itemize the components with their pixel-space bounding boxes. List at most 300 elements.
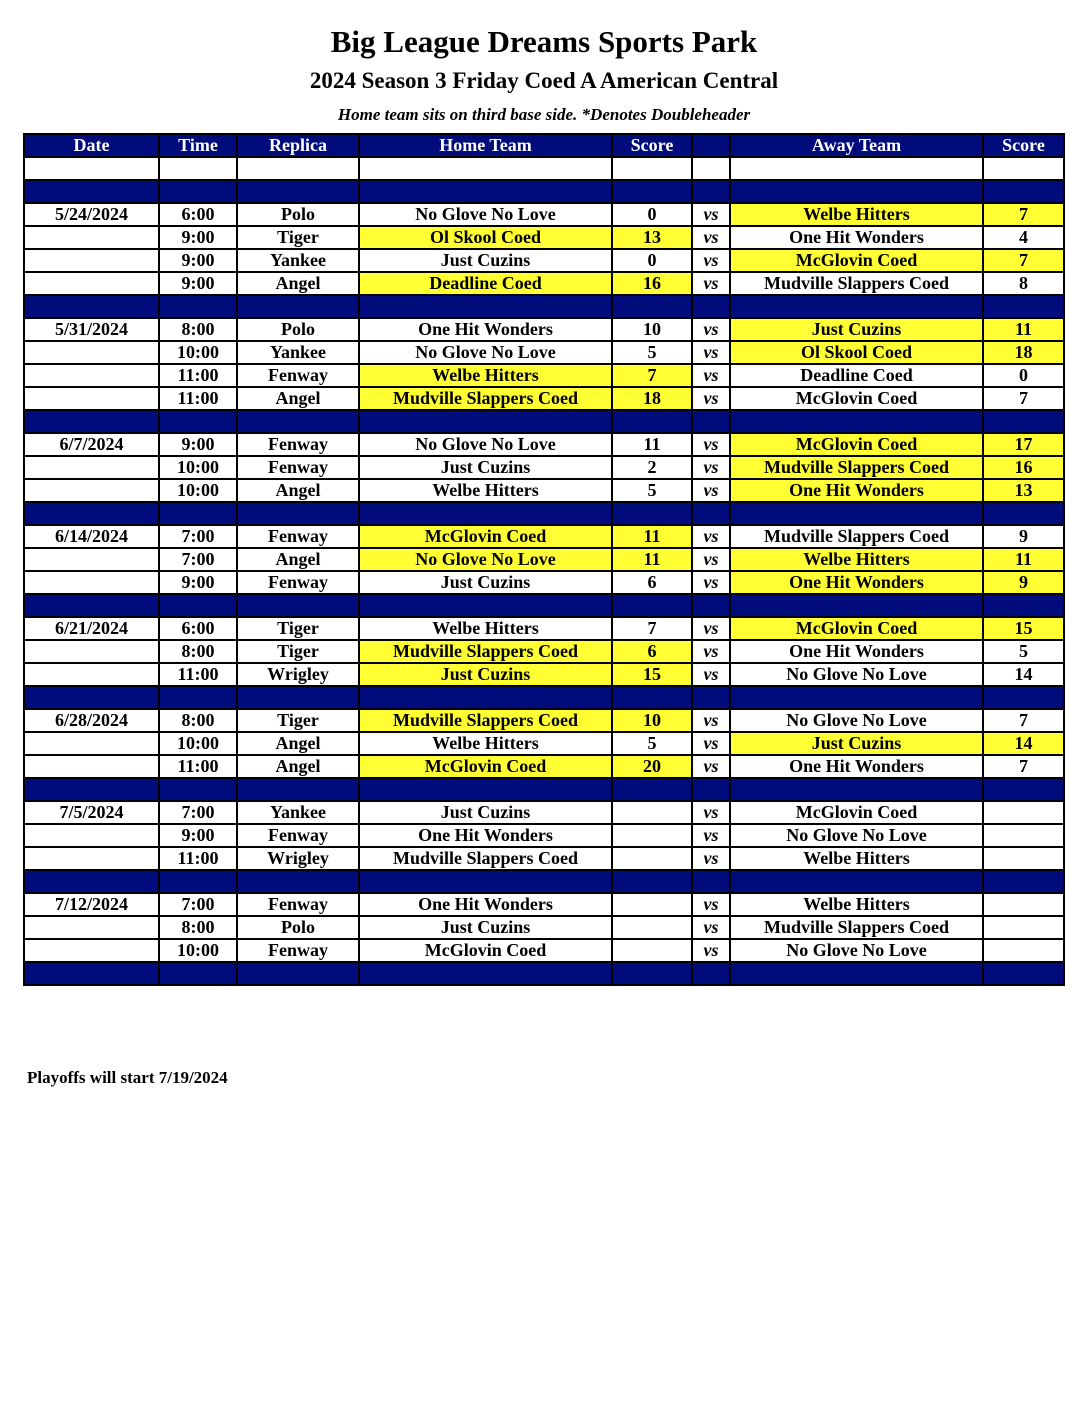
replica-cell: Fenway: [237, 364, 359, 387]
replica-cell: Angel: [237, 272, 359, 295]
away-score-cell: [983, 847, 1064, 870]
vs-cell: vs: [692, 571, 730, 594]
replica-cell: Tiger: [237, 640, 359, 663]
table-row: [24, 824, 1064, 847]
vs-cell: vs: [692, 548, 730, 571]
table-row: [24, 456, 1064, 479]
time-cell: 7:00: [159, 893, 237, 916]
home-score-cell: [612, 594, 692, 617]
vs-cell: vs: [692, 939, 730, 962]
away-team-cell: [730, 962, 983, 985]
vs-cell: vs: [692, 364, 730, 387]
home-score-cell: [612, 824, 692, 847]
home-team-cell: No Glove No Love: [359, 433, 612, 456]
replica-cell: Fenway: [237, 939, 359, 962]
date-cell: [24, 778, 159, 801]
time-cell: [159, 962, 237, 985]
away-score-cell: [983, 502, 1064, 525]
date-cell: 6/28/2024: [24, 709, 159, 732]
time-cell: 11:00: [159, 364, 237, 387]
vs-cell: vs: [692, 341, 730, 364]
time-cell: 11:00: [159, 755, 237, 778]
date-cell: 5/31/2024: [24, 318, 159, 341]
date-cell: [24, 502, 159, 525]
vs-cell: vs: [692, 640, 730, 663]
away-team-cell: One Hit Wonders: [730, 226, 983, 249]
away-team-cell: McGlovin Coed: [730, 387, 983, 410]
vs-cell: [692, 295, 730, 318]
table-row: [24, 548, 1064, 571]
away-score-cell: 7: [983, 709, 1064, 732]
away-score-cell: 8: [983, 272, 1064, 295]
home-score-cell: [612, 893, 692, 916]
home-team-cell: McGlovin Coed: [359, 755, 612, 778]
table-row: [24, 249, 1064, 272]
time-cell: 10:00: [159, 732, 237, 755]
vs-cell: vs: [692, 433, 730, 456]
away-team-cell: One Hit Wonders: [730, 479, 983, 502]
away-score-cell: 11: [983, 548, 1064, 571]
date-cell: [24, 824, 159, 847]
date-cell: [24, 479, 159, 502]
home-score-cell: 5: [612, 732, 692, 755]
time-cell: [159, 778, 237, 801]
time-cell: 9:00: [159, 824, 237, 847]
away-score-cell: 7: [983, 755, 1064, 778]
home-team-cell: No Glove No Love: [359, 548, 612, 571]
replica-cell: Polo: [237, 203, 359, 226]
page-title: Big League Dreams Sports Park: [330, 24, 758, 59]
playoffs-note: Playoffs will start 7/19/2024: [27, 1068, 228, 1087]
replica-cell: Yankee: [237, 341, 359, 364]
replica-cell: Tiger: [237, 617, 359, 640]
away-score-cell: [983, 870, 1064, 893]
away-team-cell: [730, 594, 983, 617]
separator-row: [24, 686, 1064, 709]
away-team-cell: [730, 157, 983, 180]
date-cell: [24, 456, 159, 479]
replica-cell: Tiger: [237, 226, 359, 249]
table-row: [24, 893, 1064, 916]
away-team-cell: Mudville Slappers Coed: [730, 456, 983, 479]
home-score-cell: 5: [612, 479, 692, 502]
away-score-cell: 14: [983, 663, 1064, 686]
replica-cell: Fenway: [237, 893, 359, 916]
time-cell: 6:00: [159, 617, 237, 640]
replica-cell: Polo: [237, 916, 359, 939]
vs-cell: vs: [692, 318, 730, 341]
date-cell: [24, 341, 159, 364]
home-team-cell: Mudville Slappers Coed: [359, 847, 612, 870]
separator-row: [24, 410, 1064, 433]
date-cell: [24, 387, 159, 410]
table-row: [24, 732, 1064, 755]
home-team-cell: [359, 870, 612, 893]
replica-cell: Fenway: [237, 456, 359, 479]
home-team-cell: McGlovin Coed: [359, 525, 612, 548]
vs-cell: [692, 157, 730, 180]
replica-cell: [237, 594, 359, 617]
away-team-cell: Welbe Hitters: [730, 847, 983, 870]
col-replica: Replica: [237, 134, 359, 157]
home-team-cell: Just Cuzins: [359, 916, 612, 939]
away-score-cell: 16: [983, 456, 1064, 479]
home-team-cell: Welbe Hitters: [359, 364, 612, 387]
date-cell: [24, 916, 159, 939]
away-team-cell: One Hit Wonders: [730, 640, 983, 663]
time-cell: 11:00: [159, 847, 237, 870]
home-team-cell: Deadline Coed: [359, 272, 612, 295]
away-team-cell: Ol Skool Coed: [730, 341, 983, 364]
table-row: [24, 433, 1064, 456]
home-score-cell: 20: [612, 755, 692, 778]
time-cell: 9:00: [159, 272, 237, 295]
separator-row: [24, 594, 1064, 617]
home-team-cell: Mudville Slappers Coed: [359, 709, 612, 732]
away-team-cell: Just Cuzins: [730, 732, 983, 755]
date-cell: [24, 571, 159, 594]
home-team-cell: [359, 594, 612, 617]
date-cell: 6/21/2024: [24, 617, 159, 640]
date-cell: [24, 962, 159, 985]
time-cell: 9:00: [159, 571, 237, 594]
time-cell: 8:00: [159, 709, 237, 732]
away-score-cell: [983, 778, 1064, 801]
replica-cell: Tiger: [237, 709, 359, 732]
table-row: [24, 916, 1064, 939]
blank-row: [24, 157, 1064, 180]
time-cell: 9:00: [159, 226, 237, 249]
away-team-cell: [730, 870, 983, 893]
schedule-body: [24, 157, 1064, 985]
away-score-cell: [983, 410, 1064, 433]
vs-cell: vs: [692, 893, 730, 916]
away-score-cell: [983, 295, 1064, 318]
away-score-cell: [983, 686, 1064, 709]
away-team-cell: Deadline Coed: [730, 364, 983, 387]
col-date: Date: [24, 134, 159, 157]
away-score-cell: 0: [983, 364, 1064, 387]
page-note: Home team sits on third base side. *Denotes Doubleheader: [337, 105, 751, 124]
time-cell: 11:00: [159, 663, 237, 686]
date-cell: [24, 732, 159, 755]
away-team-cell: [730, 778, 983, 801]
date-cell: [24, 640, 159, 663]
table-row: [24, 272, 1064, 295]
replica-cell: Yankee: [237, 801, 359, 824]
home-score-cell: 7: [612, 364, 692, 387]
date-cell: [24, 594, 159, 617]
home-team-cell: One Hit Wonders: [359, 318, 612, 341]
vs-cell: vs: [692, 617, 730, 640]
away-team-cell: No Glove No Love: [730, 824, 983, 847]
away-score-cell: 11: [983, 318, 1064, 341]
table-row: [24, 640, 1064, 663]
home-team-cell: Just Cuzins: [359, 571, 612, 594]
time-cell: 10:00: [159, 939, 237, 962]
time-cell: 8:00: [159, 318, 237, 341]
time-cell: [159, 410, 237, 433]
home-score-cell: [612, 295, 692, 318]
home-score-cell: [612, 847, 692, 870]
separator-row: [24, 778, 1064, 801]
replica-cell: [237, 962, 359, 985]
away-team-cell: No Glove No Love: [730, 709, 983, 732]
home-score-cell: 5: [612, 341, 692, 364]
time-cell: 8:00: [159, 916, 237, 939]
date-cell: [24, 249, 159, 272]
replica-cell: [237, 410, 359, 433]
away-score-cell: [983, 824, 1064, 847]
replica-cell: Fenway: [237, 571, 359, 594]
date-cell: 6/14/2024: [24, 525, 159, 548]
home-score-cell: 15: [612, 663, 692, 686]
away-score-cell: 9: [983, 525, 1064, 548]
home-team-cell: [359, 686, 612, 709]
time-cell: [159, 870, 237, 893]
table-row: [24, 755, 1064, 778]
home-score-cell: 16: [612, 272, 692, 295]
date-cell: [24, 226, 159, 249]
home-team-cell: Just Cuzins: [359, 663, 612, 686]
away-score-cell: [983, 801, 1064, 824]
home-score-cell: [612, 916, 692, 939]
away-team-cell: [730, 686, 983, 709]
time-cell: 9:00: [159, 249, 237, 272]
vs-cell: vs: [692, 755, 730, 778]
away-team-cell: Just Cuzins: [730, 318, 983, 341]
away-team-cell: McGlovin Coed: [730, 801, 983, 824]
date-cell: [24, 755, 159, 778]
home-team-cell: McGlovin Coed: [359, 939, 612, 962]
away-score-cell: [983, 157, 1064, 180]
home-score-cell: 7: [612, 617, 692, 640]
vs-cell: vs: [692, 525, 730, 548]
date-cell: 7/5/2024: [24, 801, 159, 824]
away-score-cell: [983, 893, 1064, 916]
table-row: [24, 364, 1064, 387]
date-cell: [24, 939, 159, 962]
replica-cell: Fenway: [237, 433, 359, 456]
date-cell: [24, 180, 159, 203]
home-team-cell: Just Cuzins: [359, 801, 612, 824]
vs-cell: vs: [692, 916, 730, 939]
table-row: [24, 226, 1064, 249]
away-score-cell: 17: [983, 433, 1064, 456]
home-score-cell: 11: [612, 525, 692, 548]
away-team-cell: No Glove No Love: [730, 939, 983, 962]
home-score-cell: 10: [612, 318, 692, 341]
vs-cell: vs: [692, 663, 730, 686]
home-team-cell: [359, 157, 612, 180]
vs-cell: [692, 962, 730, 985]
time-cell: [159, 157, 237, 180]
away-score-cell: 14: [983, 732, 1064, 755]
away-team-cell: [730, 295, 983, 318]
vs-cell: vs: [692, 801, 730, 824]
away-score-cell: [983, 939, 1064, 962]
away-team-cell: Welbe Hitters: [730, 893, 983, 916]
time-cell: 7:00: [159, 548, 237, 571]
time-cell: 7:00: [159, 801, 237, 824]
replica-cell: Angel: [237, 732, 359, 755]
away-team-cell: [730, 502, 983, 525]
time-cell: 6:00: [159, 203, 237, 226]
date-cell: [24, 295, 159, 318]
home-team-cell: [359, 295, 612, 318]
home-score-cell: [612, 410, 692, 433]
col-home-score: Score: [612, 134, 692, 157]
away-score-cell: 18: [983, 341, 1064, 364]
page-subtitle: 2024 Season 3 Friday Coed A American Central: [309, 68, 779, 93]
vs-cell: vs: [692, 709, 730, 732]
replica-cell: [237, 686, 359, 709]
col-away-score: Score: [983, 134, 1064, 157]
home-score-cell: 0: [612, 203, 692, 226]
home-team-cell: Just Cuzins: [359, 249, 612, 272]
away-team-cell: One Hit Wonders: [730, 755, 983, 778]
col-vs: [692, 134, 730, 157]
date-cell: [24, 272, 159, 295]
home-score-cell: [612, 157, 692, 180]
table-row: [24, 318, 1064, 341]
home-score-cell: 13: [612, 226, 692, 249]
col-home-team: Home Team: [359, 134, 612, 157]
replica-cell: [237, 180, 359, 203]
home-score-cell: [612, 801, 692, 824]
table-row: [24, 387, 1064, 410]
away-team-cell: Mudville Slappers Coed: [730, 525, 983, 548]
replica-cell: Wrigley: [237, 663, 359, 686]
away-score-cell: 9: [983, 571, 1064, 594]
time-cell: 10:00: [159, 479, 237, 502]
home-score-cell: [612, 939, 692, 962]
home-score-cell: [612, 778, 692, 801]
home-score-cell: 10: [612, 709, 692, 732]
date-cell: [24, 686, 159, 709]
replica-cell: [237, 870, 359, 893]
time-cell: 8:00: [159, 640, 237, 663]
vs-cell: [692, 594, 730, 617]
vs-cell: [692, 410, 730, 433]
date-cell: 7/12/2024: [24, 893, 159, 916]
table-row: [24, 847, 1064, 870]
home-team-cell: One Hit Wonders: [359, 824, 612, 847]
date-cell: 6/7/2024: [24, 433, 159, 456]
home-score-cell: [612, 962, 692, 985]
vs-cell: [692, 778, 730, 801]
date-cell: [24, 548, 159, 571]
date-cell: [24, 870, 159, 893]
home-score-cell: [612, 180, 692, 203]
vs-cell: vs: [692, 387, 730, 410]
away-team-cell: Mudville Slappers Coed: [730, 916, 983, 939]
home-score-cell: 0: [612, 249, 692, 272]
away-score-cell: 4: [983, 226, 1064, 249]
away-team-cell: Welbe Hitters: [730, 548, 983, 571]
separator-row: [24, 295, 1064, 318]
away-score-cell: 7: [983, 249, 1064, 272]
away-score-cell: 7: [983, 387, 1064, 410]
replica-cell: [237, 502, 359, 525]
home-score-cell: 18: [612, 387, 692, 410]
home-score-cell: 11: [612, 548, 692, 571]
vs-cell: vs: [692, 847, 730, 870]
home-team-cell: Just Cuzins: [359, 456, 612, 479]
home-team-cell: Welbe Hitters: [359, 732, 612, 755]
table-row: [24, 939, 1064, 962]
away-team-cell: No Glove No Love: [730, 663, 983, 686]
vs-cell: vs: [692, 272, 730, 295]
home-team-cell: [359, 502, 612, 525]
time-cell: 10:00: [159, 341, 237, 364]
replica-cell: Angel: [237, 387, 359, 410]
time-cell: 10:00: [159, 456, 237, 479]
col-time: Time: [159, 134, 237, 157]
time-cell: [159, 502, 237, 525]
table-row: [24, 617, 1064, 640]
header-row: [24, 134, 1064, 157]
vs-cell: [692, 686, 730, 709]
table-row: [24, 341, 1064, 364]
date-cell: 5/24/2024: [24, 203, 159, 226]
table-row: [24, 663, 1064, 686]
time-cell: [159, 295, 237, 318]
replica-cell: [237, 157, 359, 180]
table-row: [24, 571, 1064, 594]
home-team-cell: No Glove No Love: [359, 203, 612, 226]
replica-cell: [237, 295, 359, 318]
away-score-cell: 5: [983, 640, 1064, 663]
time-cell: [159, 594, 237, 617]
time-cell: 9:00: [159, 433, 237, 456]
separator-row: [24, 502, 1064, 525]
replica-cell: Angel: [237, 548, 359, 571]
away-score-cell: 13: [983, 479, 1064, 502]
vs-cell: vs: [692, 203, 730, 226]
away-score-cell: 7: [983, 203, 1064, 226]
away-team-cell: [730, 180, 983, 203]
replica-cell: Angel: [237, 479, 359, 502]
home-team-cell: [359, 410, 612, 433]
away-team-cell: McGlovin Coed: [730, 433, 983, 456]
date-cell: [24, 663, 159, 686]
away-team-cell: Mudville Slappers Coed: [730, 272, 983, 295]
separator-row: [24, 962, 1064, 985]
vs-cell: [692, 502, 730, 525]
table-row: [24, 525, 1064, 548]
date-cell: [24, 847, 159, 870]
vs-cell: vs: [692, 249, 730, 272]
time-cell: [159, 180, 237, 203]
home-score-cell: 2: [612, 456, 692, 479]
replica-cell: Fenway: [237, 824, 359, 847]
home-score-cell: 6: [612, 640, 692, 663]
home-team-cell: Welbe Hitters: [359, 479, 612, 502]
date-cell: [24, 364, 159, 387]
home-score-cell: [612, 502, 692, 525]
home-team-cell: [359, 180, 612, 203]
table-row: [24, 801, 1064, 824]
home-score-cell: [612, 686, 692, 709]
date-cell: [24, 157, 159, 180]
vs-cell: vs: [692, 456, 730, 479]
home-team-cell: Ol Skool Coed: [359, 226, 612, 249]
vs-cell: vs: [692, 226, 730, 249]
replica-cell: [237, 778, 359, 801]
table-row: [24, 709, 1064, 732]
away-team-cell: One Hit Wonders: [730, 571, 983, 594]
